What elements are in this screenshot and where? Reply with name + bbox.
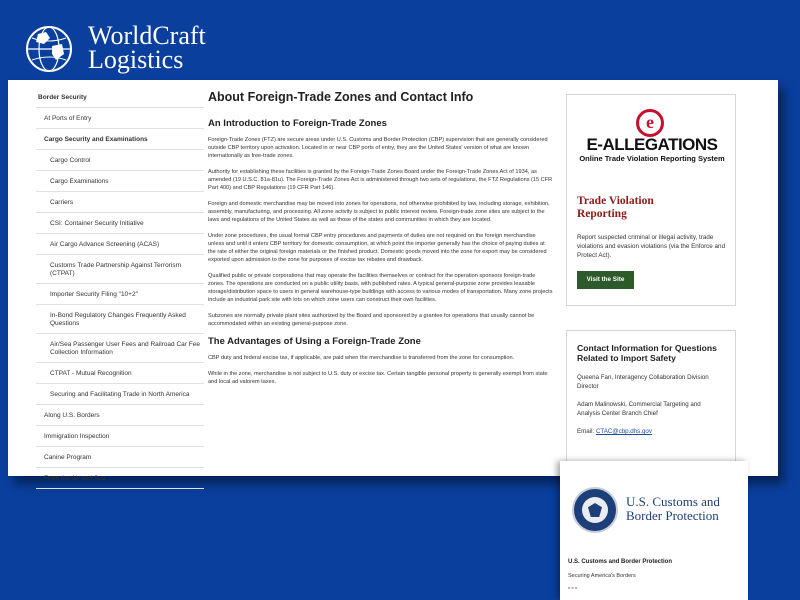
e-allegations-wordmark: E-ALLEGATIONS xyxy=(586,135,718,154)
trade-violation-title-line-1: Trade Violation xyxy=(577,195,654,207)
sidebar-item[interactable]: Border Security xyxy=(36,88,204,108)
section-heading-intro: An Introduction to Foreign-Trade Zones xyxy=(208,118,387,129)
contact-email-row xyxy=(577,427,725,436)
e-allegations-card xyxy=(566,94,736,306)
email-label: Email: xyxy=(577,428,595,435)
cbp-title: U.S. Customs and Border Protection xyxy=(568,559,673,565)
seal-inner xyxy=(582,497,608,523)
visit-site-button[interactable]: Visit the Site xyxy=(577,271,634,289)
contact-card xyxy=(566,330,736,470)
webpage-screenshot xyxy=(8,80,778,482)
e-logo-icon: e xyxy=(636,109,664,137)
dhs-seal-icon xyxy=(572,487,618,533)
sidebar-item[interactable]: Along U.S. Borders xyxy=(36,405,204,426)
main-content xyxy=(208,88,553,394)
trade-violation-description: Report suspected criminal or illegal activity, trade violations and evasion violations (via the Enforce and Protect Act). xyxy=(577,234,726,259)
sidebar-item[interactable]: Immigration Inspection xyxy=(36,426,204,447)
sidebar-item[interactable]: Canine Program xyxy=(36,447,204,468)
paragraph: Foreign and domestic merchandise may be moved into zones for operations, not otherwise prohibited by law, including storage, exhibition, assembly, manufacturing, and processing. All zone activity is subject to public interest review. Foreign-trade zone sites are subject to the laws and regulations of the United States as well as those of the states and communities in which they are located. xyxy=(208,201,550,223)
sidebar-item[interactable]: CSI: Container Security Initiative xyxy=(36,213,204,234)
cbp-wordmark xyxy=(626,495,720,523)
sidebar-item[interactable]: Cargo Examinations xyxy=(36,171,204,192)
sidebar-nav xyxy=(36,88,204,489)
cbp-name-line-2: Border Protection xyxy=(626,508,719,523)
paragraph: Foreign-Trade Zones (FTZ) are secure areas under U.S. Customs and Border Protection (CBP) supervision that are generally considered outside CBP territory upon activation. Located in or near CBP ports of entry, they are the United States' version of what are known internationally as free-trade zones. xyxy=(208,137,548,159)
sidebar-item[interactable]: Customs Trade Partnership Against Terrorism (CTPAT) xyxy=(36,255,204,284)
sidebar-item[interactable]: Cargo Control xyxy=(36,150,204,171)
sidebar-item[interactable]: In-Bond Regulatory Changes Frequently Asked Questions xyxy=(36,305,204,334)
paragraph: While in the zone, merchandise is not subject to U.S. duty or excise tax. Certain tangible personal property is generally exempt from state and local ad valorem taxes. xyxy=(208,371,548,385)
cbp-name-line-1: U.S. Customs and xyxy=(626,494,720,509)
sidebar-item[interactable]: Securing and Facilitating Trade in North America xyxy=(36,384,204,405)
contact-person-2: Adam Malinowski, Commercial Targeting and Analysis Center Branch Chief xyxy=(577,401,701,417)
sidebar-item[interactable]: CTPAT - Mutual Recognition xyxy=(36,363,204,384)
brand-line-2: Logistics xyxy=(88,45,184,74)
paragraph: Authority for establishing these facilities is granted by the Foreign-Trade Zones Board under the Foreign-Trade Zones Act of 1934, as amended (19 U.S.C. 81a-81u). The Foreign-Trade Zones Act is administered through two sets of regulations, the FTZ Regulations (15 CFR Part 400) and CBP Regulations (19 CFR Part 146). xyxy=(208,169,553,191)
sidebar-item[interactable]: At Ports of Entry xyxy=(36,108,204,129)
trade-violation-title xyxy=(577,195,654,221)
eagle-icon xyxy=(588,503,602,517)
contact-person-1: Queena Fan, Interagency Collaboration Division Director xyxy=(577,374,709,390)
sidebar-item[interactable]: Importer Security Filing "10+2" xyxy=(36,284,204,305)
section-heading-advantages: The Advantages of Using a Foreign-Trade Zone xyxy=(208,336,421,347)
e-allegations-logo xyxy=(579,109,725,171)
email-link[interactable]: CTAC@cbp.dhs.gov xyxy=(595,428,652,435)
cbp-indicator-dots: ■ ■ ■ xyxy=(568,585,578,590)
brand-name xyxy=(88,21,206,74)
cbp-card xyxy=(560,461,748,600)
brand-line-1: WorldCraft xyxy=(88,21,206,50)
paragraph: Under zone procedures, the usual formal CBP entry procedures and payments of duties are not required on the foreign merchandise unless and until it enters CBP territory for domestic consumption, at which point the importer generally has the choice of paying duties at the rate of either the original foreign materials or the finished product. Domestic goods moved into the zone for export may be considered exported upon admission to the zone for purposes of excise tax rebates and drawback. xyxy=(208,233,547,263)
contact-heading: Contact Information for Questions Related to Import Safety xyxy=(577,343,717,363)
globe-icon xyxy=(24,24,74,74)
trade-violation-title-line-2: Reporting xyxy=(577,208,627,220)
sidebar-item[interactable]: Cargo Security and Examinations xyxy=(36,129,204,150)
paragraph: Qualified public or private corporations that may operate the facilities themselves or contract for the operation sponsors foreign-trade zones. The operations are conducted on a public utility basis, with published rates. A typical general-purpose zone provides leasable storage/distribution space to users in general warehouse-type buildings with access to various modes of transportation. Many zone projects include an industrial park site with lots on which zone users can construct their own facilities. xyxy=(208,273,553,303)
sidebar-item[interactable]: Air Cargo Advance Screening (ACAS) xyxy=(36,234,204,255)
sidebar-item[interactable]: Air/Sea Passenger User Fees and Railroad Car Fee Collection Information xyxy=(36,334,204,363)
page-title: About Foreign-Trade Zones and Contact Info xyxy=(208,90,474,104)
e-allegations-subtitle: Online Trade Violation Reporting System xyxy=(579,154,725,163)
paragraph: CBP duty and federal excise tax, if applicable, are paid when the merchandise is transferred from the zone for consumption. xyxy=(208,355,515,361)
brand-logo xyxy=(18,20,206,80)
sidebar-item[interactable]: Carriers xyxy=(36,192,204,213)
sidebar-item[interactable]: From the Air and Sea xyxy=(36,468,204,489)
cbp-tagline: Securing America's Borders xyxy=(568,573,636,579)
paragraph: Subzones are normally private plant sites authorized by the Board and sponsored by a grantee for operations that usually cannot be accommodated within an existing general-purpose zone. xyxy=(208,313,535,327)
